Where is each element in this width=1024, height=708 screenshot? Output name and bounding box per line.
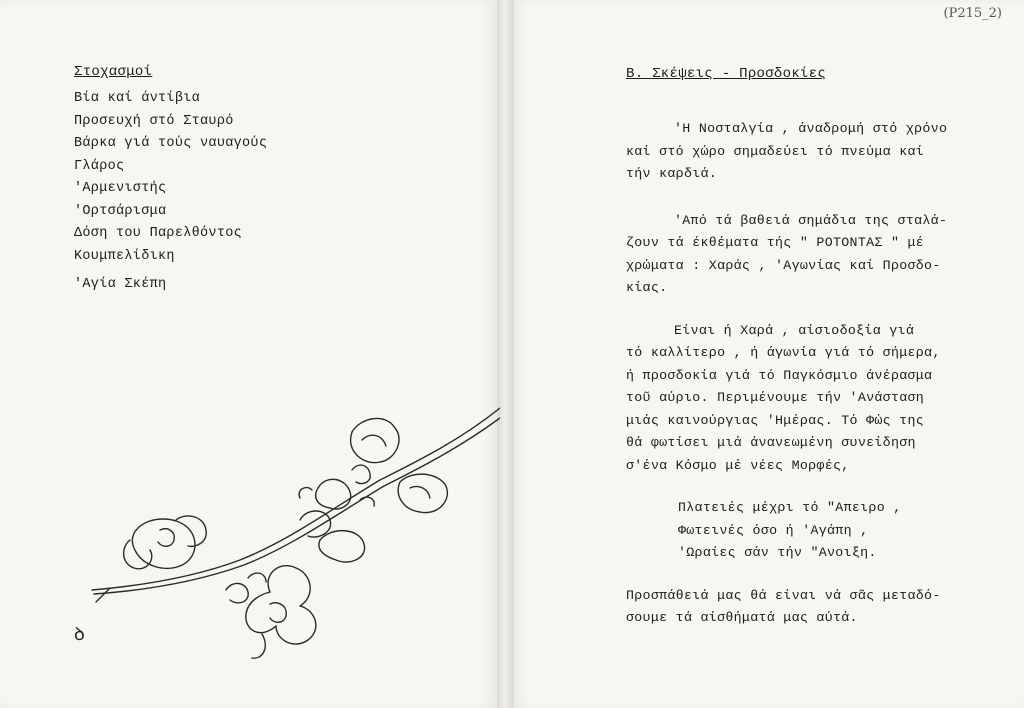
text-line: χρώματα : Χαράς , 'Αγωνίας καί Προσδο- — [626, 257, 941, 273]
contents-item: 'Αγία Σκέπη — [74, 277, 167, 292]
verse-line: Πλατειές μέχρι τό "Απειρο , — [678, 500, 902, 515]
contents-item: 'Αρμενιστής — [74, 181, 167, 196]
text-line: κίας. — [626, 280, 668, 295]
contents-item: Γλάρος — [74, 158, 125, 174]
text-line: καί στό χώρο σημαδεύει τό πνεύμα καί — [626, 143, 925, 159]
text-line: τό καλλίτερο , ή άγωνία γιά τό σήμερα, — [626, 345, 941, 360]
text-line: 'Η Νοσταλγία , άναδρομή στό χρόνο — [674, 121, 948, 136]
contents-item: Βάρκα γιά τούς ναυαγούς — [74, 136, 268, 151]
contents-list — [74, 88, 267, 297]
contents-item: 'Ορτσάρισμα — [74, 203, 167, 219]
body-text — [626, 118, 986, 630]
verse-line: 'Ωραίες σάν τήν "Ανοιξη. — [678, 545, 877, 560]
text-line: ή προσδοκία γιά τό Παγκόσμιο άνέρασμα — [626, 367, 933, 383]
archive-mark: (P215_2) — [943, 6, 1002, 21]
text-line: τοῦ αύριο. Περιμένουμε τήν 'Ανάσταση — [626, 390, 925, 405]
text-line: Είναι ή Χαρά , αίσιοδοξία γιά — [674, 322, 915, 338]
contents-item: Δόση του Παρελθόντος — [74, 226, 243, 241]
text-line: ζουν τά έκθέματα τής " ΡΟΤΟΝΤΑΣ " μέ — [626, 235, 925, 250]
contents-item: Βία καί άντίβια — [74, 91, 201, 106]
text-line: Προσπάθειά μας θά είναι νά σᾶς μεταδό- — [626, 587, 941, 603]
text-line: μιάς καινούργιας 'Ημέρας. Τό Φώς της — [626, 412, 925, 428]
right-page-heading: Β. Σκέψεις - Προσδοκίες — [626, 66, 827, 82]
verse-line: Φωτεινές όσο ή 'Αγάπη , — [678, 522, 869, 538]
contents-item: Κουμπελίδικη — [74, 248, 175, 264]
contents-item: Προσευχή στό Σταυρό — [74, 113, 234, 129]
text-line: σουμε τά αίσθήματά μας αύτά. — [626, 610, 858, 625]
text-line: σ'ένα Κόσμο μέ νέες Μορφές, — [626, 457, 850, 473]
text-line: τήν καρδιά. — [626, 166, 718, 181]
text-line: 'Από τά βαθειά σημάδια της σταλά- — [674, 212, 948, 228]
left-page-heading: Στοχασμοί — [74, 64, 153, 80]
text-line: θά φωτίσει μιά άνανεωμένη συνείδηση — [626, 435, 916, 450]
artist-monogram: ꝺ — [74, 624, 85, 645]
